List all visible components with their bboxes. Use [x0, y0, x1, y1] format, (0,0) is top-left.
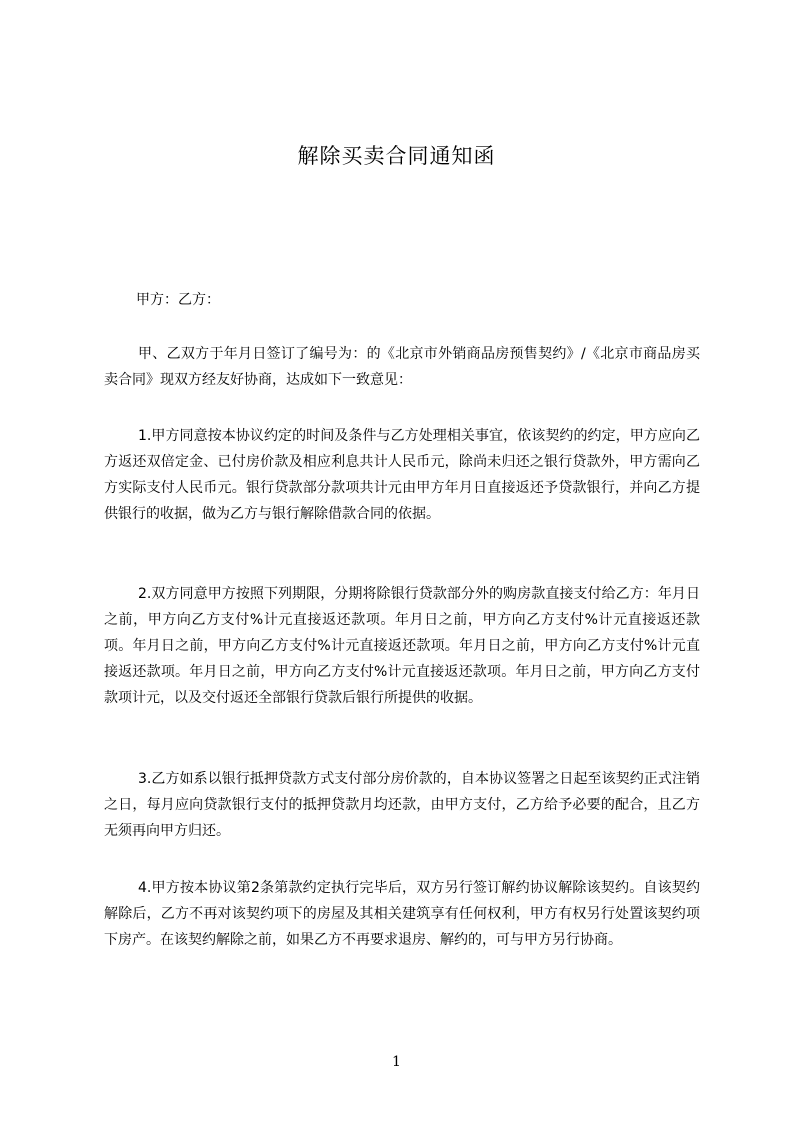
page-number: 1 — [392, 1054, 401, 1070]
parties-line: 甲方：乙方： — [136, 292, 220, 308]
document-title: 解除买卖合同通知函 — [297, 144, 496, 168]
clause-3: 3.乙方如系以银行抵押贷款方式支付部分房价款的，自本协议签署之日起至该契约正式注销之日，每月应向贷款银行支付的抵押贷款月均还款，由甲方支付，乙方给予必要的配合，且乙方无须再向甲方归还。 — [104, 771, 700, 839]
intro-paragraph: 甲、乙双方于年月日签订了编号为：的《北京市外销商品房预售契约》/《北京市商品房买卖合同》现双方经友好协商，达成如下一致意见： — [104, 346, 700, 388]
clause-1: 1.甲方同意按本协议约定的时间及条件与乙方处理相关事宜，依该契约的约定，甲方应向乙方返还双倍定金、已付房价款及相应利息共计人民币元，除尚未归还之银行贷款外，甲方需向乙方实际支付人民币元。银行贷款部分款项共计元由甲方年月日直接返还予贷款银行，并向乙方提供银行的收据，做为乙方与银行解除借款合同的依据。 — [104, 428, 700, 522]
clause-4: 4.甲方按本协议第2条第款约定执行完毕后，双方另行签订解约协议解除该契约。自该契约解除后，乙方不再对该契约项下的房屋及其相关建筑享有任何权利，甲方有权另行处置该契约项下房产。在该契约解除之前，如果乙方不再要求退房、解约的，可与甲方另行协商。 — [104, 880, 700, 948]
clause-2: 2.双方同意甲方按照下列期限，分期将除银行贷款部分外的购房款直接支付给乙方：年月日之前，甲方向乙方支付%计元直接返还款项。年月日之前，甲方向乙方支付%计元直接返还款项。年月日之前，甲方向乙方支付%计元直接返还款项。年月日之前，甲方向乙方支付%计元直接返还款项。年月日之前，甲方向乙方支付%计元直接返还款项。年月日之前，甲方向乙方支付款项计元，以及交付返还全部银行贷款后银行所提供的收据。 — [104, 586, 700, 706]
